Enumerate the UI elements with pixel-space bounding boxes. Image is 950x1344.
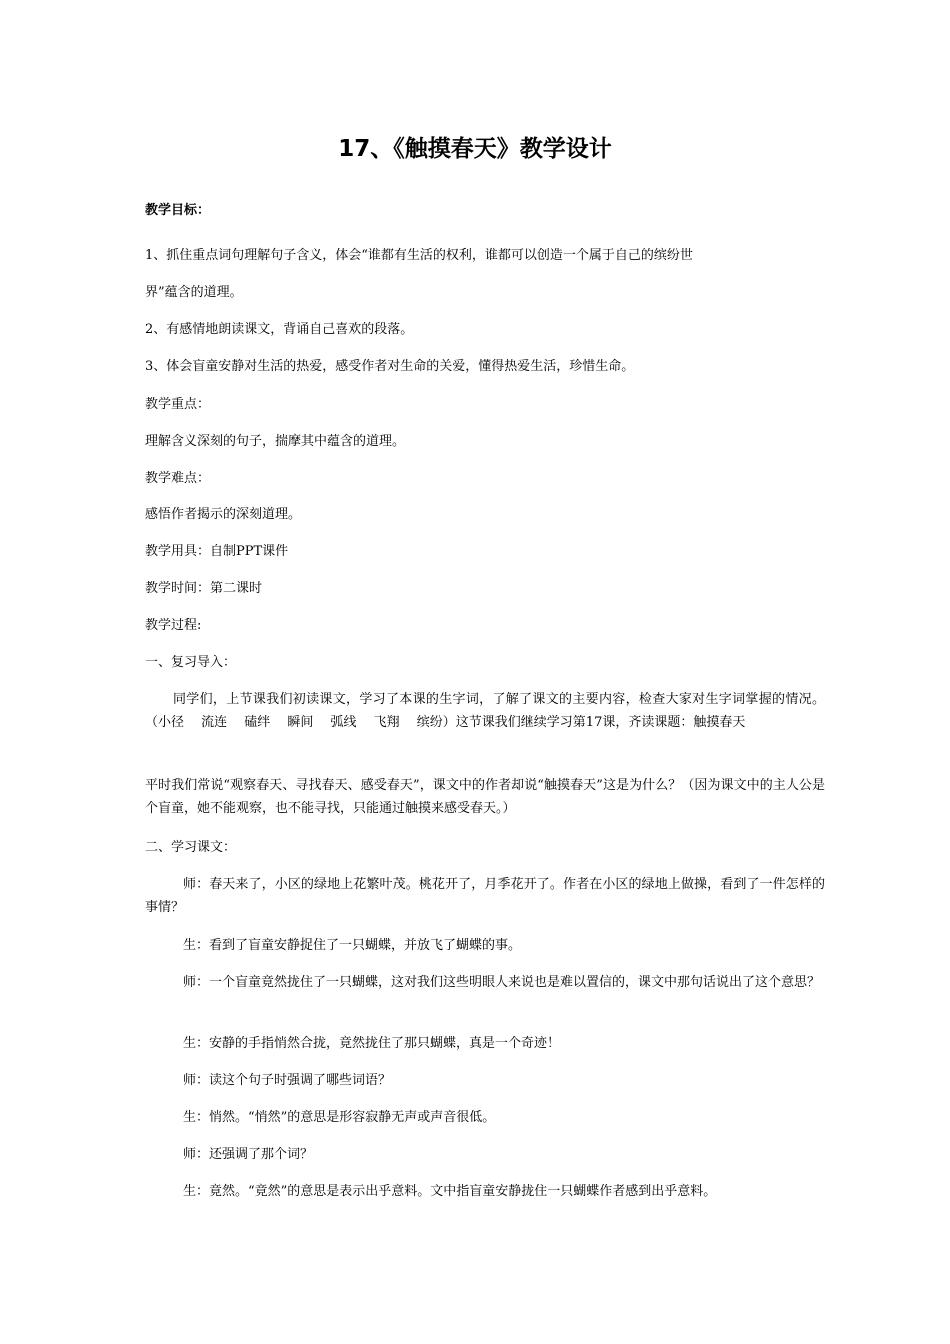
teaching-process-heading: 教学过程: xyxy=(145,618,202,633)
goal-2: 2、有感情地朗读课文，背诵自己喜欢的段落。 xyxy=(145,322,414,337)
dialogue-teacher-1: 师：春天来了，小区的绿地上花繁叶茂。桃花开了，月季花开了。作者在小区的绿地上做操，看到了一件怎样的事情？ xyxy=(145,877,825,915)
dialogue-student-4: 生：竟然。“竟然”的意思是表示出乎意料。文中指盲童安静拢住一只蝴蝶作者感到出乎意料。 xyxy=(183,1184,717,1199)
teaching-time: 教学时间：第二课时 xyxy=(145,581,263,596)
document-title: 17、《触摸春天》教学设计 xyxy=(338,136,612,162)
key-points-text: 理解含义深刻的句子，揣摩其中蕴含的道理。 xyxy=(145,434,406,449)
part-2-heading: 二、学习课文： xyxy=(145,840,237,855)
dialogue-student-2: 生：安静的手指悄然合拢，竟然拢住了那只蝴蝶，真是一个奇迹！ xyxy=(183,1036,561,1051)
difficulty-text: 感悟作者揭示的深刻道理。 xyxy=(145,507,302,522)
dialogue-teacher-4: 师：还强调了那个词？ xyxy=(183,1147,314,1162)
review-paragraph: 同学们，上节课我们初读课文，学习了本课的生字词，了解了课文的主要内容，检查大家对生字词掌握的情况。（小径 流连 磕绊 瞬间 弧线 飞翔 缤纷）这节课我们继续学习第17课，齐读课题：触摸春天 xyxy=(145,692,825,730)
teaching-tools: 教学用具：自制PPT课件 xyxy=(145,544,289,559)
goal-1-line-2: 界”蕴含的道理。 xyxy=(145,285,243,300)
dialogue-teacher-2: 师：一个盲童竟然拢住了一只蝴蝶，这对我们这些明眼人来说也是难以置信的，课文中那句话说出了这个意思？ xyxy=(183,975,821,990)
goal-3: 3、体会盲童安静对生活的热爱，感受作者对生命的关爱，懂得热爱生活，珍惜生命。 xyxy=(145,359,635,374)
key-points-heading: 教学重点： xyxy=(145,397,211,412)
question-paragraph: 平时我们常说“观察春天、寻找春天、感受春天”，课文中的作者却说“触摸春天”这是为什么？（因为课文中的主人公是个盲童，她不能观察，也不能寻找，只能通过触摸来感受春天。） xyxy=(145,778,825,816)
goals-heading: 教学目标： xyxy=(145,203,211,218)
dialogue-student-1: 生：看到了盲童安静捉住了一只蝴蝶，并放飞了蝴蝶的事。 xyxy=(183,938,522,953)
dialogue-student-3: 生：悄然。“悄然”的意思是形容寂静无声或声音很低。 xyxy=(183,1110,496,1125)
difficulty-heading: 教学难点： xyxy=(145,471,211,486)
part-1-heading: 一、复习导入： xyxy=(145,655,237,670)
goal-1-line-1: 1、抓住重点词句理解句子含义，体会“谁都有生活的权利，谁都可以创造一个属于自己的缤纷世 xyxy=(145,248,693,263)
dialogue-teacher-3: 师：读这个句子时强调了哪些词语？ xyxy=(183,1073,392,1088)
